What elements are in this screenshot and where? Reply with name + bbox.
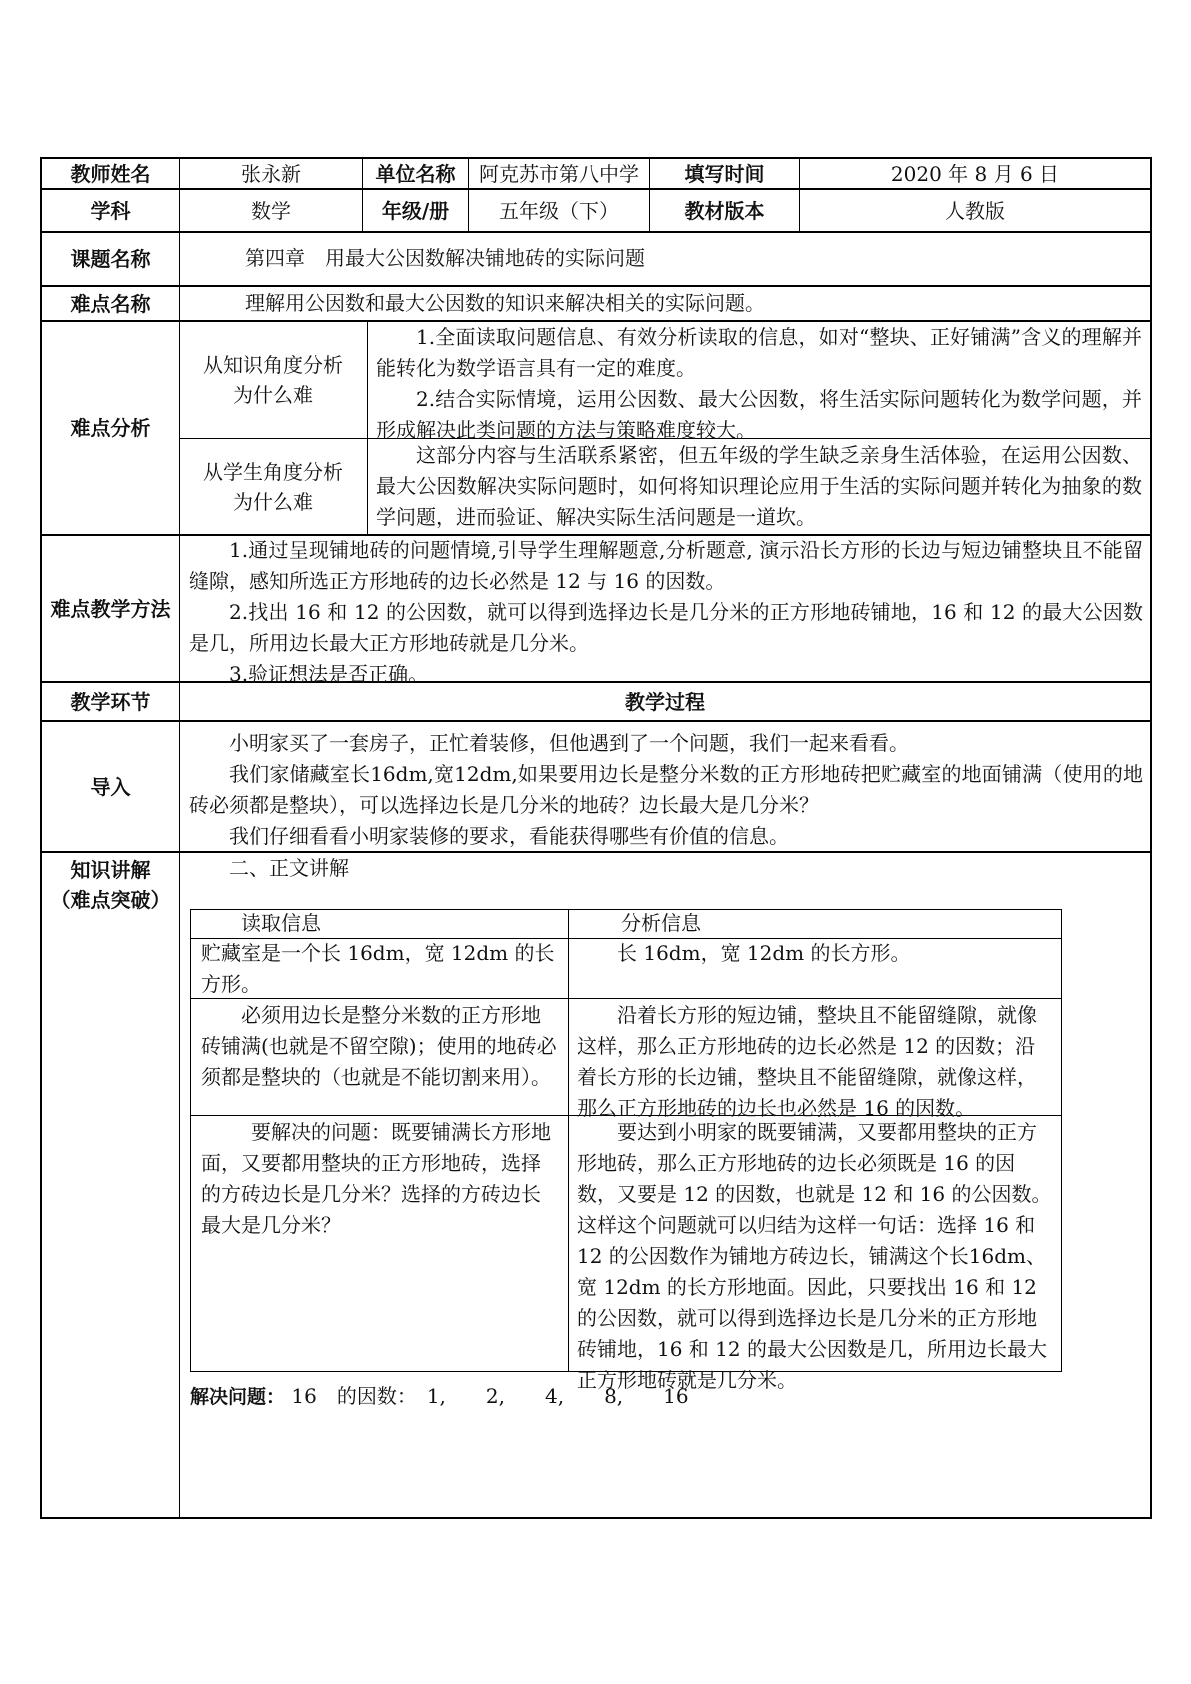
read-cell-2: 必须用边长是整分米数的正方形地砖铺满(也就是不留空隙)；使用的地砖必须都是整块的（也就是不能切割来用）。 (201, 1003, 557, 1089)
student-angle-label: 从学生角度分析为什么难 (203, 459, 343, 514)
student-angle-text: 这部分内容与生活联系紧密，但五年级的学生缺乏亲身生活体验，在运用公因数、最大公因数解决实际问题时，如何将知识理论应用于生活的实际问题并转化为抽象的数学问题，进而验证、解决实际生活问题是一道坎。 (376, 443, 1142, 529)
subject-label: 学科 (90, 198, 131, 223)
method-point-2: 2.找出 16 和 12 的公因数，就可以得到选择边长是几分米的正方形地砖铺地，16 和 12 的最大公因数是几，所用边长最大正方形地砖就是几分米。 (189, 600, 1143, 655)
method-text (189, 535, 1143, 690)
subject-value: 数学 (251, 198, 291, 223)
solve-line (190, 1381, 1090, 1413)
col-analyze-header: 分析信息 (621, 911, 701, 935)
analyze-cell-2: 沿着长方形的短边铺，整块且不能留缝隙，就像这样，那么正方形地砖的边长必然是 12 的因数；沿着长方形的长边铺，整块且不能留缝隙，就像这样，那么正方形地砖的边长也必然是 16 的因数。 (577, 1003, 1037, 1120)
col-read-header: 读取信息 (241, 911, 321, 935)
method-point-3: 3.验证想法是否正确。 (229, 662, 429, 686)
analysis-label: 难点分析 (70, 416, 151, 440)
read-cell-3: 要解决的问题：既要铺满长方形地面，又要都用整块的正方形地砖，选择的方砖边长是几分米？选择的方砖边长最大是几分米？ (201, 1120, 551, 1237)
method-point-1: 1.通过呈现铺地砖的问题情境,引导学生理解题意,分析题意, 演示沿长方形的长边与短边铺整块且不能留缝隙，感知所选正方形地砖的边长必然是 12 与 16 的因数。 (189, 538, 1143, 593)
section-title: 二、正文讲解 (229, 856, 349, 880)
date-value: 2020 年 8 月 6 日 (890, 161, 1060, 186)
grade-label: 年级/册 (381, 198, 450, 223)
edition-value: 人教版 (945, 198, 1005, 223)
method-label: 难点教学方法 (50, 596, 171, 621)
read-cell-1: 贮藏室是一个长 16dm，宽 12dm 的长方形。 (201, 941, 555, 996)
intro-label: 导入 (90, 774, 131, 799)
knowledge-point-1: 1.全面读取问题信息、有效分析读取的信息，如对“整块、正好铺满”含义的理解并能转化为数学语言具有一定的难度。 (376, 325, 1142, 380)
date-label: 填写时间 (684, 161, 765, 186)
knowledge-point-2: 2.结合实际情境，运用公因数、最大公因数，将生活实际问题转化为数学问题，并形成解决此类问题的方法与策略难度较大。 (376, 387, 1142, 442)
process-header: 教学过程 (625, 689, 705, 714)
difficulty-value: 理解用公因数和最大公因数的知识来解决相关的实际问题。 (245, 291, 765, 315)
solve-label: 解决问题： (190, 1386, 286, 1408)
info-analysis-table (190, 909, 1062, 1392)
topic-value: 第四章 用最大公因数解决铺地砖的实际问题 (245, 246, 645, 270)
edition-label: 教材版本 (684, 198, 765, 223)
lesson-plan-table (40, 157, 1152, 1519)
analyze-cell-3: 要达到小明家的既要铺满，又要都用整块的正方形地砖，那么正方形地砖的边长必须既是 16 的因数，又要是 12 的因数，也就是 12 和 16 的公因数。这样这个问题就可以归结为这样一句话：选择 16 和 12 的公因数作为铺地方砖边长，铺满这个长16dm、宽 12dm 的长方形地面。因此，只要找出 16 和 12 的公因数，就可以得到选择边长是几分米的正方形地砖铺地，16 和 12 的最大公因数是几，所用边长最大正方形地砖就是几分米。 (577, 1120, 1052, 1392)
topic-label: 课题名称 (70, 247, 151, 271)
analyze-cell-1: 长 16dm，宽 12dm 的长方形。 (617, 941, 911, 965)
grade-value: 五年级（下） (499, 198, 619, 223)
teacher-name: 张永新 (241, 161, 301, 186)
knowledge-angle-label: 从知识角度分析为什么难 (203, 353, 343, 407)
knowledge-label-line-2: （难点突破） (50, 888, 171, 912)
intro-paragraph-3: 我们仔细看看小明家装修的要求，看能获得哪些有价值的信息。 (229, 824, 789, 848)
stage-header: 教学环节 (70, 689, 151, 714)
difficulty-label: 难点名称 (70, 291, 151, 316)
intro-text (189, 728, 1143, 852)
unit-label: 单位名称 (375, 161, 456, 186)
knowledge-label-line-1: 知识讲解 (70, 858, 151, 882)
teacher-label: 教师姓名 (70, 161, 151, 186)
knowledge-angle-text (376, 322, 1142, 446)
intro-paragraph-1: 小明家买了一套房子，正忙着装修，但他遇到了一个问题，我们一起来看看。 (229, 731, 909, 755)
intro-paragraph-2: 我们家储藏室长16dm,宽12dm,如果要用边长是整分米数的正方形地砖把贮藏室的地面铺满（使用的地砖必须都是整块），可以选择边长是几分米的地砖？边长最大是几分米？ (189, 762, 1143, 817)
knowledge-label (42, 853, 179, 917)
solve-text: 16 的因数： 1, 2, 4, 8, 16 (291, 1384, 689, 1408)
unit-name: 阿克苏市第八中学 (479, 161, 639, 186)
